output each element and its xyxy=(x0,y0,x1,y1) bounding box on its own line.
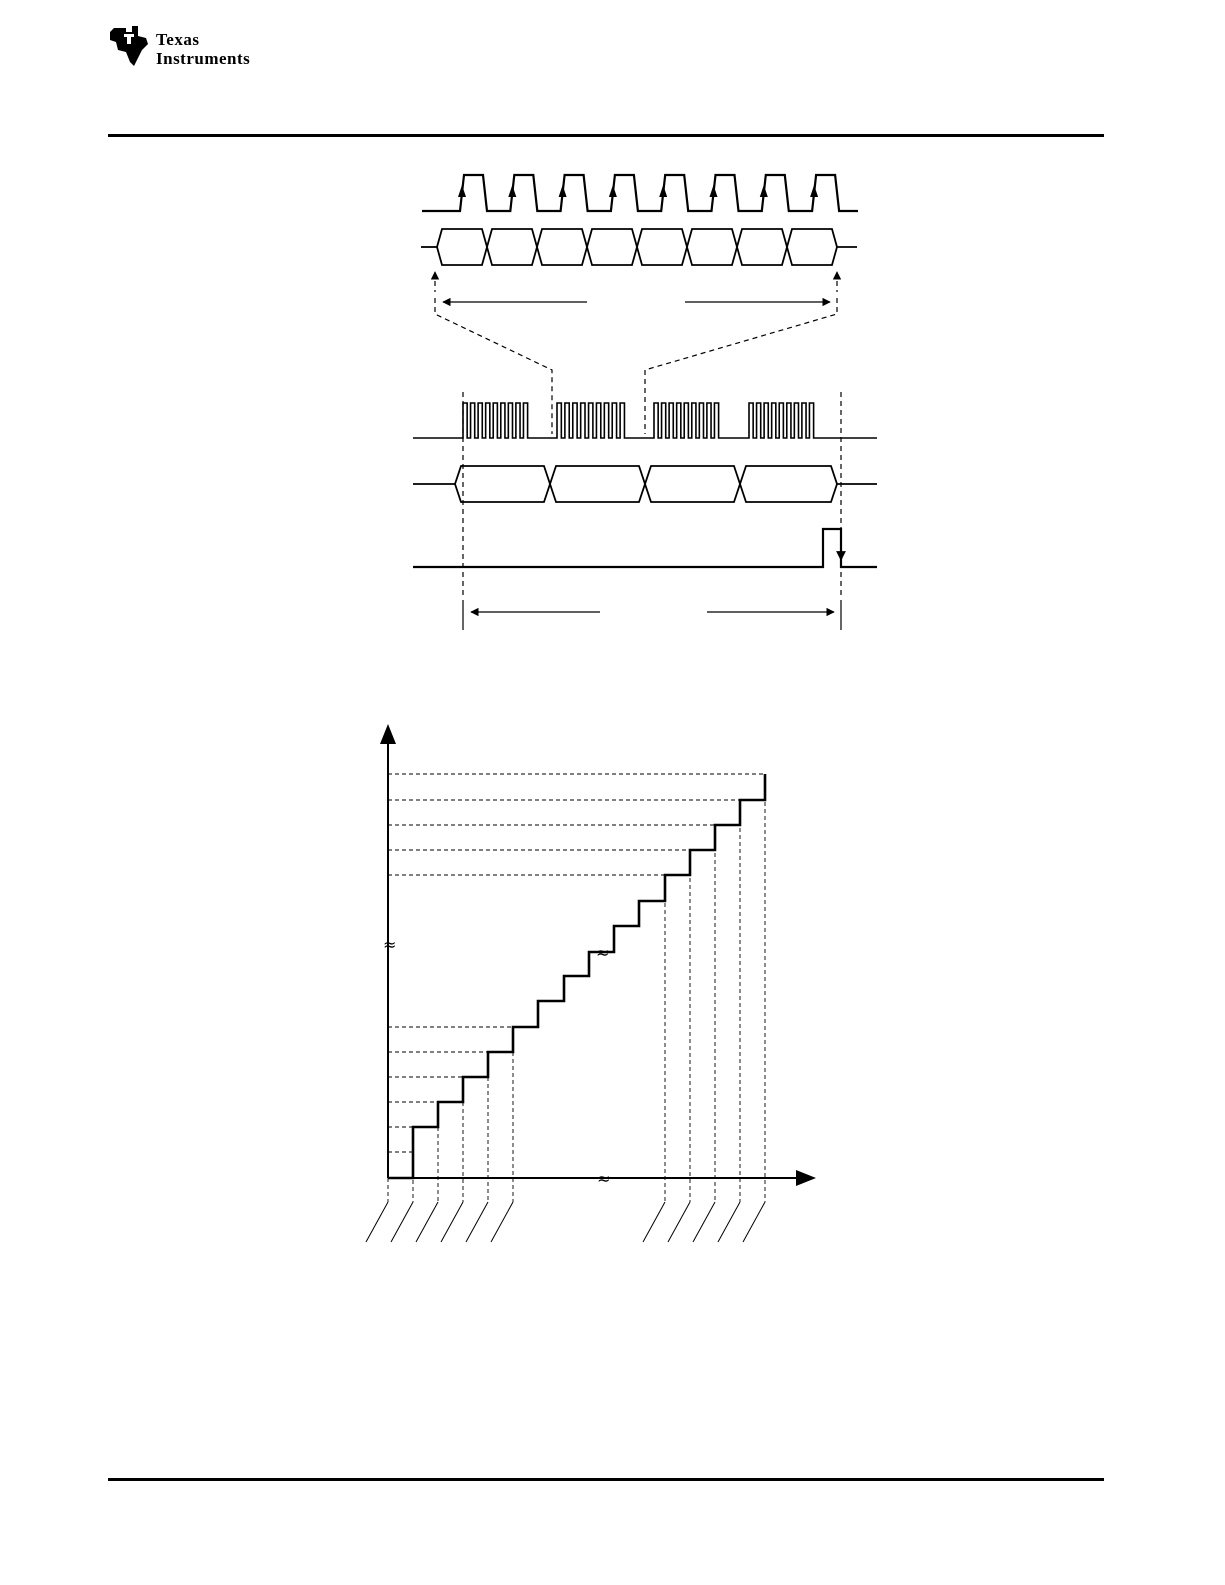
clock-rising-edge-arrow-icon xyxy=(609,185,617,197)
top-data-segment xyxy=(687,229,737,265)
staircase-tick-slashes xyxy=(366,1202,765,1242)
tick-slash xyxy=(466,1202,488,1242)
clock-rising-edge-arrow-icon xyxy=(508,185,516,197)
tick-slash xyxy=(366,1202,388,1242)
top-data-segment xyxy=(487,229,537,265)
clock-rising-edge-arrow-icon xyxy=(810,185,818,197)
tick-slash xyxy=(668,1202,690,1242)
tick-slash xyxy=(491,1202,513,1242)
top-window-markers xyxy=(435,272,837,434)
top-data-bus-waveform xyxy=(421,229,857,265)
tick-slash xyxy=(743,1202,765,1242)
staircase-guide-lines xyxy=(388,774,765,1202)
x-axis-arrow-icon xyxy=(796,1170,816,1186)
y-axis-arrow-icon xyxy=(380,724,396,744)
clock-rising-edge-arrow-icon xyxy=(559,185,567,197)
top-clock-edge-arrows xyxy=(458,185,818,197)
top-data-segment xyxy=(537,229,587,265)
tick-slash xyxy=(441,1202,463,1242)
top-clock-line xyxy=(422,175,858,211)
logo-line-instruments: Instruments xyxy=(156,49,251,68)
tick-slash xyxy=(693,1202,715,1242)
top-clock-waveform xyxy=(422,175,858,211)
tick-slash xyxy=(643,1202,665,1242)
tick-slash xyxy=(416,1202,438,1242)
curve-break-symbol: ≈ xyxy=(596,943,610,962)
top-data-segment xyxy=(737,229,787,265)
frame-data-bus-waveform xyxy=(413,466,877,502)
frame-data-segment xyxy=(550,466,645,502)
frame-data-segment xyxy=(645,466,740,502)
clock-rising-edge-arrow-icon xyxy=(458,185,466,197)
top-data-segment xyxy=(787,229,837,265)
tick-slash xyxy=(391,1202,413,1242)
frame-data-segment xyxy=(455,466,550,502)
staircase-transfer-curve xyxy=(388,774,765,1178)
x-axis-break-symbol: ≈ xyxy=(597,1169,611,1188)
frame-data-segment xyxy=(740,466,837,502)
y-axis-break-symbol: ≈ xyxy=(383,935,397,954)
clock-rising-edge-arrow-icon xyxy=(710,185,718,197)
top-data-segment xyxy=(437,229,487,265)
clock-rising-edge-arrow-icon xyxy=(760,185,768,197)
clock-rising-edge-arrow-icon xyxy=(659,185,667,197)
tick-slash xyxy=(718,1202,740,1242)
top-data-segment xyxy=(637,229,687,265)
strobe-waveform xyxy=(413,529,877,567)
top-data-segment xyxy=(587,229,637,265)
logo-line-texas: Texas xyxy=(156,30,200,49)
